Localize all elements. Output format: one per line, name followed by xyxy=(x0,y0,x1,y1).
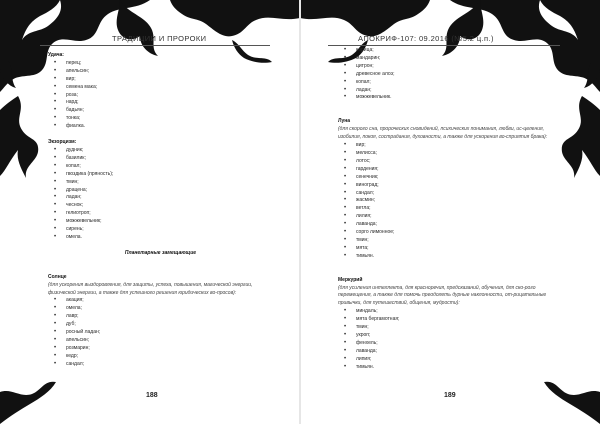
list-item: • тимьян. xyxy=(338,364,568,372)
continued-list xyxy=(338,47,568,102)
page-gutter xyxy=(299,0,301,424)
header-rule xyxy=(40,45,270,46)
list-item: • дуб; xyxy=(48,321,273,329)
list-item: • ветла; xyxy=(338,205,568,213)
list-item: • мята; xyxy=(338,245,568,253)
section-heading-moon: Луна xyxy=(338,118,351,125)
page-number: 188 xyxy=(146,392,158,399)
list-item: • миндаль; xyxy=(338,308,568,316)
planetary-heading: Планетарные замещающие xyxy=(124,249,197,256)
list-item: • росный ладан; xyxy=(48,329,273,337)
list-item: • фиалка. xyxy=(48,123,273,131)
list-item: • омела. xyxy=(48,234,273,242)
list-item: • укроп; xyxy=(338,332,568,340)
page-number: 189 xyxy=(444,392,456,399)
header-rule xyxy=(328,45,560,46)
section-heading-sun: Солнце xyxy=(48,273,67,280)
list-item: • лаванда; xyxy=(338,348,568,356)
list-item: • гвоздика (пряность); xyxy=(48,171,273,179)
list-item: • перец; xyxy=(48,60,273,68)
section-heading-mercury: Меркурий xyxy=(338,276,363,283)
udacha-list xyxy=(48,60,273,131)
list-item: • бадьян; xyxy=(48,107,273,115)
list-item: • сирень; xyxy=(48,226,273,234)
left-page-content xyxy=(48,52,273,369)
list-item: • базилик; xyxy=(48,155,273,163)
right-page xyxy=(300,0,600,424)
list-item: • нард; xyxy=(48,99,273,107)
mercury-description: (для усиления интеллекта, для красноречия, предсказаний, обучения, для ско-рого перемещения, а также для помочь преодолеть дурные наклонности, от-рицательные привычки, для путешествий, общения, мудрости): xyxy=(338,284,547,307)
list-item: • кедр; xyxy=(48,353,273,361)
sun-list xyxy=(48,297,273,368)
list-item: • лилия; xyxy=(338,213,568,221)
list-item: • дудник; xyxy=(48,147,273,155)
list-item: • фенхель; xyxy=(338,340,568,348)
list-item: • гелиотроп; xyxy=(48,210,273,218)
running-header: ТРАДИЦИИ И ПРОРОКИ xyxy=(112,34,207,43)
list-item: • тимьян. xyxy=(338,253,568,261)
list-item: • ладан; xyxy=(48,194,273,202)
moon-description: (для скорого сна, пророческих сновидений, психических понимания, любви, ис-целения, изобилия, покоя, сострадания, духовности, а также для ускорения во-сприятия брака): xyxy=(338,126,548,141)
list-item: • цитрон; xyxy=(338,63,568,71)
list-item: • ладан; xyxy=(338,87,568,95)
list-item: • вир; xyxy=(48,76,273,84)
list-item: • тонка; xyxy=(48,115,273,123)
list-item: • апельсин; xyxy=(48,337,273,345)
list-item: • сенечник; xyxy=(338,174,568,182)
list-item: • акация; xyxy=(48,297,273,305)
sun-description: (для ускорения выздоровления, для защиты, успеха, повышения, магической энергии, физической энергии, а также для успешного решения юридических во-просов): xyxy=(48,281,253,296)
list-item: • тмин; xyxy=(338,324,568,332)
list-item: • лавр; xyxy=(48,313,273,321)
list-item: • мелисса; xyxy=(338,150,568,158)
list-item: • роза; xyxy=(48,92,273,100)
right-page-content xyxy=(338,47,568,372)
mercury-list xyxy=(338,308,568,371)
list-item: • можжевельник; xyxy=(48,218,273,226)
exorcism-list xyxy=(48,147,273,242)
list-item: • можжевельник. xyxy=(338,94,568,102)
list-item: • копал; xyxy=(338,79,568,87)
list-item: • древесное алоэ; xyxy=(338,71,568,79)
list-item: • сандал; xyxy=(338,190,568,198)
list-item: • тмин; xyxy=(338,237,568,245)
list-item: • виноград; xyxy=(338,182,568,190)
section-heading-exorcism: Экзорцизм: xyxy=(48,139,77,146)
list-item: • корица; xyxy=(338,47,568,55)
list-item: • драцена; xyxy=(48,187,273,195)
list-item: • лотос; xyxy=(338,158,568,166)
list-item: • мята бергамотная; xyxy=(338,316,568,324)
list-item: • семена мака; xyxy=(48,84,273,92)
list-item: • чеснок; xyxy=(48,202,273,210)
moon-list xyxy=(338,142,568,261)
list-item: • апельсин; xyxy=(48,68,273,76)
list-item: • сорго лимонное; xyxy=(338,229,568,237)
list-item: • вир; xyxy=(338,142,568,150)
list-item: • копал; xyxy=(48,163,273,171)
list-item: • розмарин; xyxy=(48,345,273,353)
list-item: • жасмин; xyxy=(338,197,568,205)
list-item: • липия; xyxy=(338,356,568,364)
list-item: • гардения; xyxy=(338,166,568,174)
running-header: АПОКРИФ-107: 09.2016 (№5.2 ц.п.) xyxy=(358,34,494,43)
list-item: • мандарин; xyxy=(338,55,568,63)
list-item: • тмин; xyxy=(48,179,273,187)
section-heading-udacha: Удача: xyxy=(48,52,64,58)
list-item: • лаванда; xyxy=(338,221,568,229)
list-item: • сандал; xyxy=(48,361,273,369)
list-item: • омела; xyxy=(48,305,273,313)
